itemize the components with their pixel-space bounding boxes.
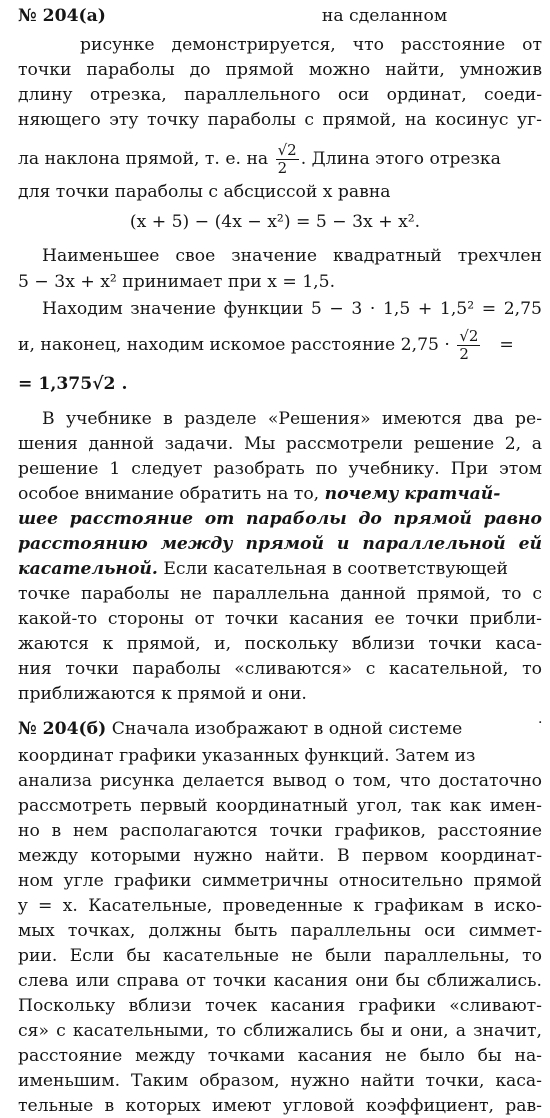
text-line: Наименьшее свое значение квадратный трехчлен xyxy=(42,246,542,266)
emphasis-text: касательной. xyxy=(18,559,158,579)
text-line: точке параболы не параллельна данной прямой, то с xyxy=(18,584,542,604)
text-line: но в нем располагаются точки графиков, расстояние xyxy=(18,821,542,841)
text-line: тельные в которых имеют угловой коэффициент, рав- xyxy=(18,1096,542,1116)
text-line: рии. Если бы касательные не были параллельны, то xyxy=(18,946,542,966)
text-line: на сделанном xyxy=(321,6,448,26)
text-line: мых точках, должны быть параллельны оси симмет- xyxy=(18,921,542,941)
problem-number-204a: № 204(а) xyxy=(18,6,106,26)
text-line: особое внимание обратить на то, почему кратчай- xyxy=(18,484,501,504)
text-line: какой-то стороны от точки касания ее точки прибли- xyxy=(18,609,542,629)
problem-number-204b: № 204(б) xyxy=(18,719,107,739)
text-line: анализа рисунка делается вывод о том, что достаточно xyxy=(18,771,542,791)
text-line: именьшим. Таким образом, нужно найти точки, каса- xyxy=(18,1071,542,1091)
text-line: В учебнике в разделе «Решения» имеются два ре- xyxy=(42,409,542,429)
text-line: y = x. Касательные, проведенные к графикам в иско- xyxy=(18,896,542,916)
text-line: жаются к прямой, и, поскольку вблизи точки каса- xyxy=(18,634,542,654)
emphasis-text: расстоянию между прямой и параллельной ей xyxy=(18,534,542,554)
text-line: между которыми нужно найти. В первом координат- xyxy=(18,846,542,866)
text-line: касательной. Если касательная в соответствующей xyxy=(18,559,509,579)
text-line: 5 − 3x + x² принимает при x = 1,5. xyxy=(18,272,336,292)
text-line: координат графики указанных функций. Затем из xyxy=(18,746,476,766)
result-value: = 1,375√2 . xyxy=(18,374,128,394)
text-line: слева или справа от точки касания они бы сближались. xyxy=(18,971,542,991)
fraction-sqrt2-over-2: $\frac{√2}{2}$ xyxy=(459,327,479,363)
text-line: рисунке демонстрируется, что расстояние от xyxy=(80,35,542,55)
problem-204b-first-line: № 204(б) Сначала изображают в одной системе xyxy=(18,719,463,739)
text-line-with-fraction: ла наклона прямой, т. е. на $\frac{√2}{2}$ . Длина этого отрезка xyxy=(18,141,501,177)
stray-dot: · xyxy=(538,715,543,731)
text-line: длину отрезка, параллельного оси ординат, соеди- xyxy=(18,85,542,105)
text-line: точки параболы до прямой можно найти, умножив xyxy=(18,60,542,80)
text-line: решение 1 следует разобрать по учебнику. При этом xyxy=(18,459,542,479)
text-line: няющего эту точку параболы с прямой, на косинус уг- xyxy=(18,110,542,130)
text-line: приближаются к прямой и они. xyxy=(18,684,307,704)
text-line: ся» с касательными, то сближались бы и они, а значит, xyxy=(18,1021,542,1041)
emphasis-text: почему кратчай- xyxy=(324,484,501,504)
text-line: ния точки параболы «сливаются» с касательной, то xyxy=(18,659,542,679)
text-line-with-fraction: и, наконец, находим искомое расстояние 2,75 · $\frac{√2}{2}$ = xyxy=(18,327,514,363)
text-line: расстояние между точками касания не было бы на- xyxy=(18,1046,542,1066)
text-line: ном угле графики симметричны относительно прямой xyxy=(18,871,542,891)
problem-204a-first-line xyxy=(18,4,542,28)
text-line: Находим значение функции 5 − 3 · 1,5 + 1,5² = 2,75 xyxy=(42,299,542,319)
text-line: шения данной задачи. Мы рассмотрели решение 2, а xyxy=(18,434,542,454)
text-line: рассмотреть первый координатный угол, так как имен- xyxy=(18,796,542,816)
emphasis-text: шее расстояние от параболы до прямой равно xyxy=(18,509,542,529)
text-line: для точки параболы с абсциссой x равна xyxy=(18,182,391,202)
text-line: Поскольку вблизи точек касания графики «сливают- xyxy=(18,996,542,1016)
fraction-sqrt2-over-2: $\frac{√2}{2}$ xyxy=(277,141,297,177)
formula-quadratic: (x + 5) − (4x − x²) = 5 − 3x + x². xyxy=(129,212,421,232)
